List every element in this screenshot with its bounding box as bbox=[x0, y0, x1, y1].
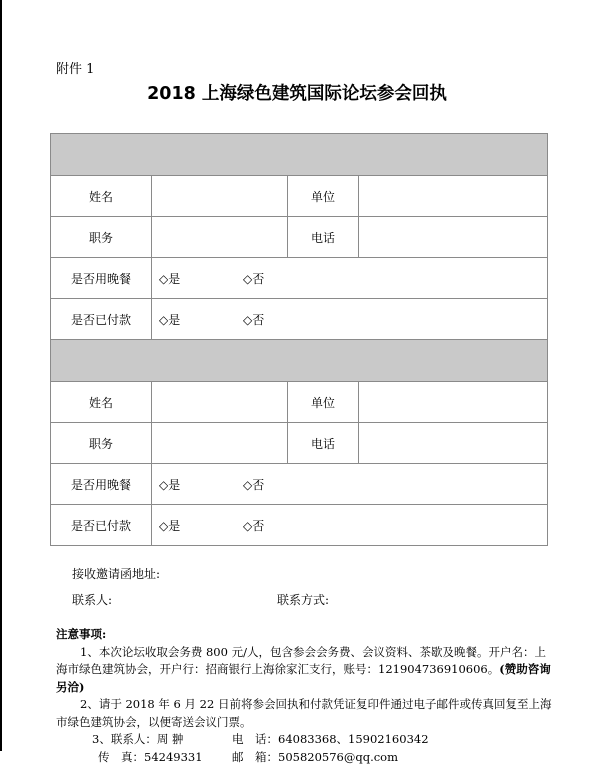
phone-input-cell[interactable] bbox=[359, 423, 548, 464]
attendee-2-dinner-row bbox=[51, 464, 548, 505]
paid-options bbox=[152, 299, 548, 340]
attendee-1-paid-row bbox=[51, 299, 548, 340]
phone-input-cell[interactable] bbox=[359, 217, 548, 258]
page-left-border bbox=[0, 0, 2, 751]
attendee-1-header-band bbox=[51, 134, 548, 176]
attendee-1-header-row bbox=[51, 134, 548, 176]
unit-label: 单位 bbox=[288, 382, 359, 423]
dinner-options bbox=[152, 258, 548, 299]
dinner-yes-option[interactable]: ◇是 bbox=[159, 476, 243, 493]
address-label: 接收邀请函地址: bbox=[72, 565, 160, 582]
attendee-1-position-row bbox=[51, 217, 548, 258]
phone-label: 电话 bbox=[288, 423, 359, 464]
notes-contact-person: 3、联系人：周 翀 bbox=[92, 731, 232, 749]
paid-yes-option[interactable]: ◇是 bbox=[159, 311, 243, 328]
position-label: 职务 bbox=[51, 423, 152, 464]
position-input-cell[interactable] bbox=[152, 423, 288, 464]
attendee-1-dinner-row bbox=[51, 258, 548, 299]
attendee-2-paid-row bbox=[51, 505, 548, 546]
paid-label: 是否已付款 bbox=[51, 505, 152, 546]
notes-phone: 电 话：64083368、15902160342 bbox=[232, 731, 429, 749]
notes-fax: 传 真：54249331 bbox=[92, 749, 232, 766]
paid-label: 是否已付款 bbox=[51, 299, 152, 340]
notes-fax-row bbox=[56, 749, 556, 766]
dinner-yes-option[interactable]: ◇是 bbox=[159, 270, 243, 287]
attendee-1-name-row bbox=[51, 176, 548, 217]
position-input-cell[interactable] bbox=[152, 217, 288, 258]
paid-no-option[interactable]: ◇否 bbox=[243, 517, 264, 534]
notes-item-1-text: 1、本次论坛收取会务费 800 元/人，包含参会会务费、会议资料、茶歇及晚餐。开户名：上海市绿色建筑协会，开户行：招商银行上海徐家汇支行，账号：121904736910606。 bbox=[56, 645, 546, 677]
notes-section bbox=[56, 626, 556, 766]
name-label: 姓名 bbox=[51, 176, 152, 217]
phone-label: 电话 bbox=[288, 217, 359, 258]
dinner-no-option[interactable]: ◇否 bbox=[243, 270, 264, 287]
position-label: 职务 bbox=[51, 217, 152, 258]
dinner-no-option[interactable]: ◇否 bbox=[243, 476, 264, 493]
dinner-label: 是否用晚餐 bbox=[51, 258, 152, 299]
notes-heading: 注意事项: bbox=[56, 626, 556, 644]
paid-no-option[interactable]: ◇否 bbox=[243, 311, 264, 328]
annex-label: 附件 1 bbox=[56, 58, 94, 77]
contact-method-label: 联系方式: bbox=[277, 591, 329, 608]
notes-contact-row bbox=[56, 731, 556, 749]
paid-options bbox=[152, 505, 548, 546]
attendee-2-header-row bbox=[51, 340, 548, 382]
name-input-cell[interactable] bbox=[152, 176, 288, 217]
page-title: 2018 上海绿色建筑国际论坛参会回执 bbox=[0, 80, 594, 105]
notes-item-1 bbox=[56, 644, 556, 697]
contact-person-label: 联系人: bbox=[72, 591, 112, 608]
unit-input-cell[interactable] bbox=[359, 382, 548, 423]
dinner-options bbox=[152, 464, 548, 505]
paid-yes-option[interactable]: ◇是 bbox=[159, 517, 243, 534]
dinner-label: 是否用晚餐 bbox=[51, 464, 152, 505]
notes-email: 邮 箱：505820576@qq.com bbox=[232, 749, 398, 766]
unit-label: 单位 bbox=[288, 176, 359, 217]
name-label: 姓名 bbox=[51, 382, 152, 423]
name-input-cell[interactable] bbox=[152, 382, 288, 423]
attendee-2-position-row bbox=[51, 423, 548, 464]
attendee-2-name-row bbox=[51, 382, 548, 423]
unit-input-cell[interactable] bbox=[359, 176, 548, 217]
notes-item-2: 2、请于 2018 年 6 月 22 日前将参会回执和付款凭证复印件通过电子邮件或传真回复至上海市绿色建筑协会，以便寄送会议门票。 bbox=[56, 696, 556, 731]
registration-form-table bbox=[50, 133, 548, 546]
attendee-2-header-band bbox=[51, 340, 548, 382]
notes-item-1-bold: (赞助咨询另洽) bbox=[56, 662, 551, 694]
